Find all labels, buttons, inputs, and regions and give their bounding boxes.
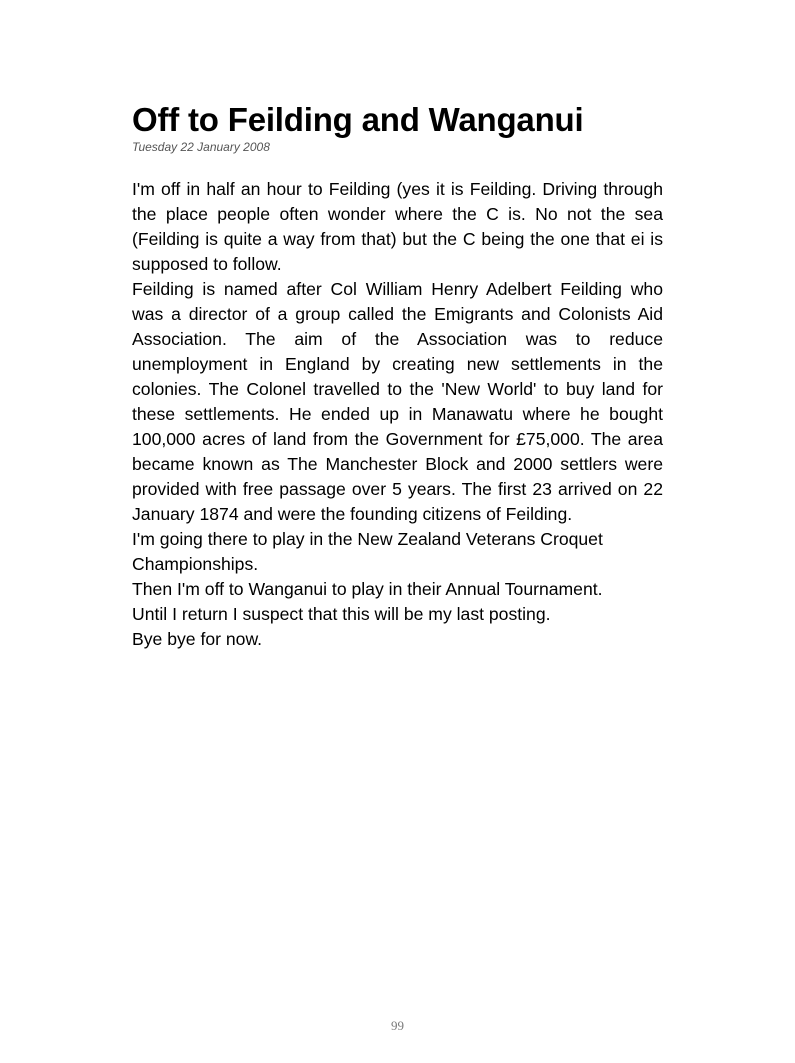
post-paragraph: Feilding is named after Col William Henry Adelbert Feilding who was a director of a group called the Emigrants and Colonists Aid Association. The aim of the Association was to reduce unemployment in England by creating new settlements in the colonies. The Colonel travelled to the 'New World' to buy land for these settlements. He ended up in Manawatu where he bought 100,000 acres of land from the Government for £75,000. The area became known as The Manchester Block and 2000 settlers were provided with free passage over 5 years. The first 23 arrived on 22 January 1874 and were the founding citizens of Feilding. <box>132 279 663 524</box>
page-number: 99 <box>391 1018 404 1033</box>
blog-post <box>132 100 663 652</box>
post-paragraph: I'm going there to play in the New Zealand Veterans Croquet Championships. <box>132 529 603 574</box>
post-body <box>132 177 663 652</box>
post-paragraph: Bye bye for now. <box>132 629 263 649</box>
post-paragraph: Then I'm off to Wanganui to play in their Annual Tournament. <box>132 579 603 599</box>
post-paragraph: I'm off in half an hour to Feilding (yes it is Feilding. Driving through the place people often wonder where the C is. No not the sea (Feilding is quite a way from that) but the C being the one that ei is supposed to follow. <box>132 179 663 274</box>
post-paragraph: Until I return I suspect that this will be my last posting. <box>132 604 551 624</box>
post-title: Off to Feilding and Wanganui <box>132 101 584 138</box>
post-date: Tuesday 22 January 2008 <box>132 140 270 154</box>
